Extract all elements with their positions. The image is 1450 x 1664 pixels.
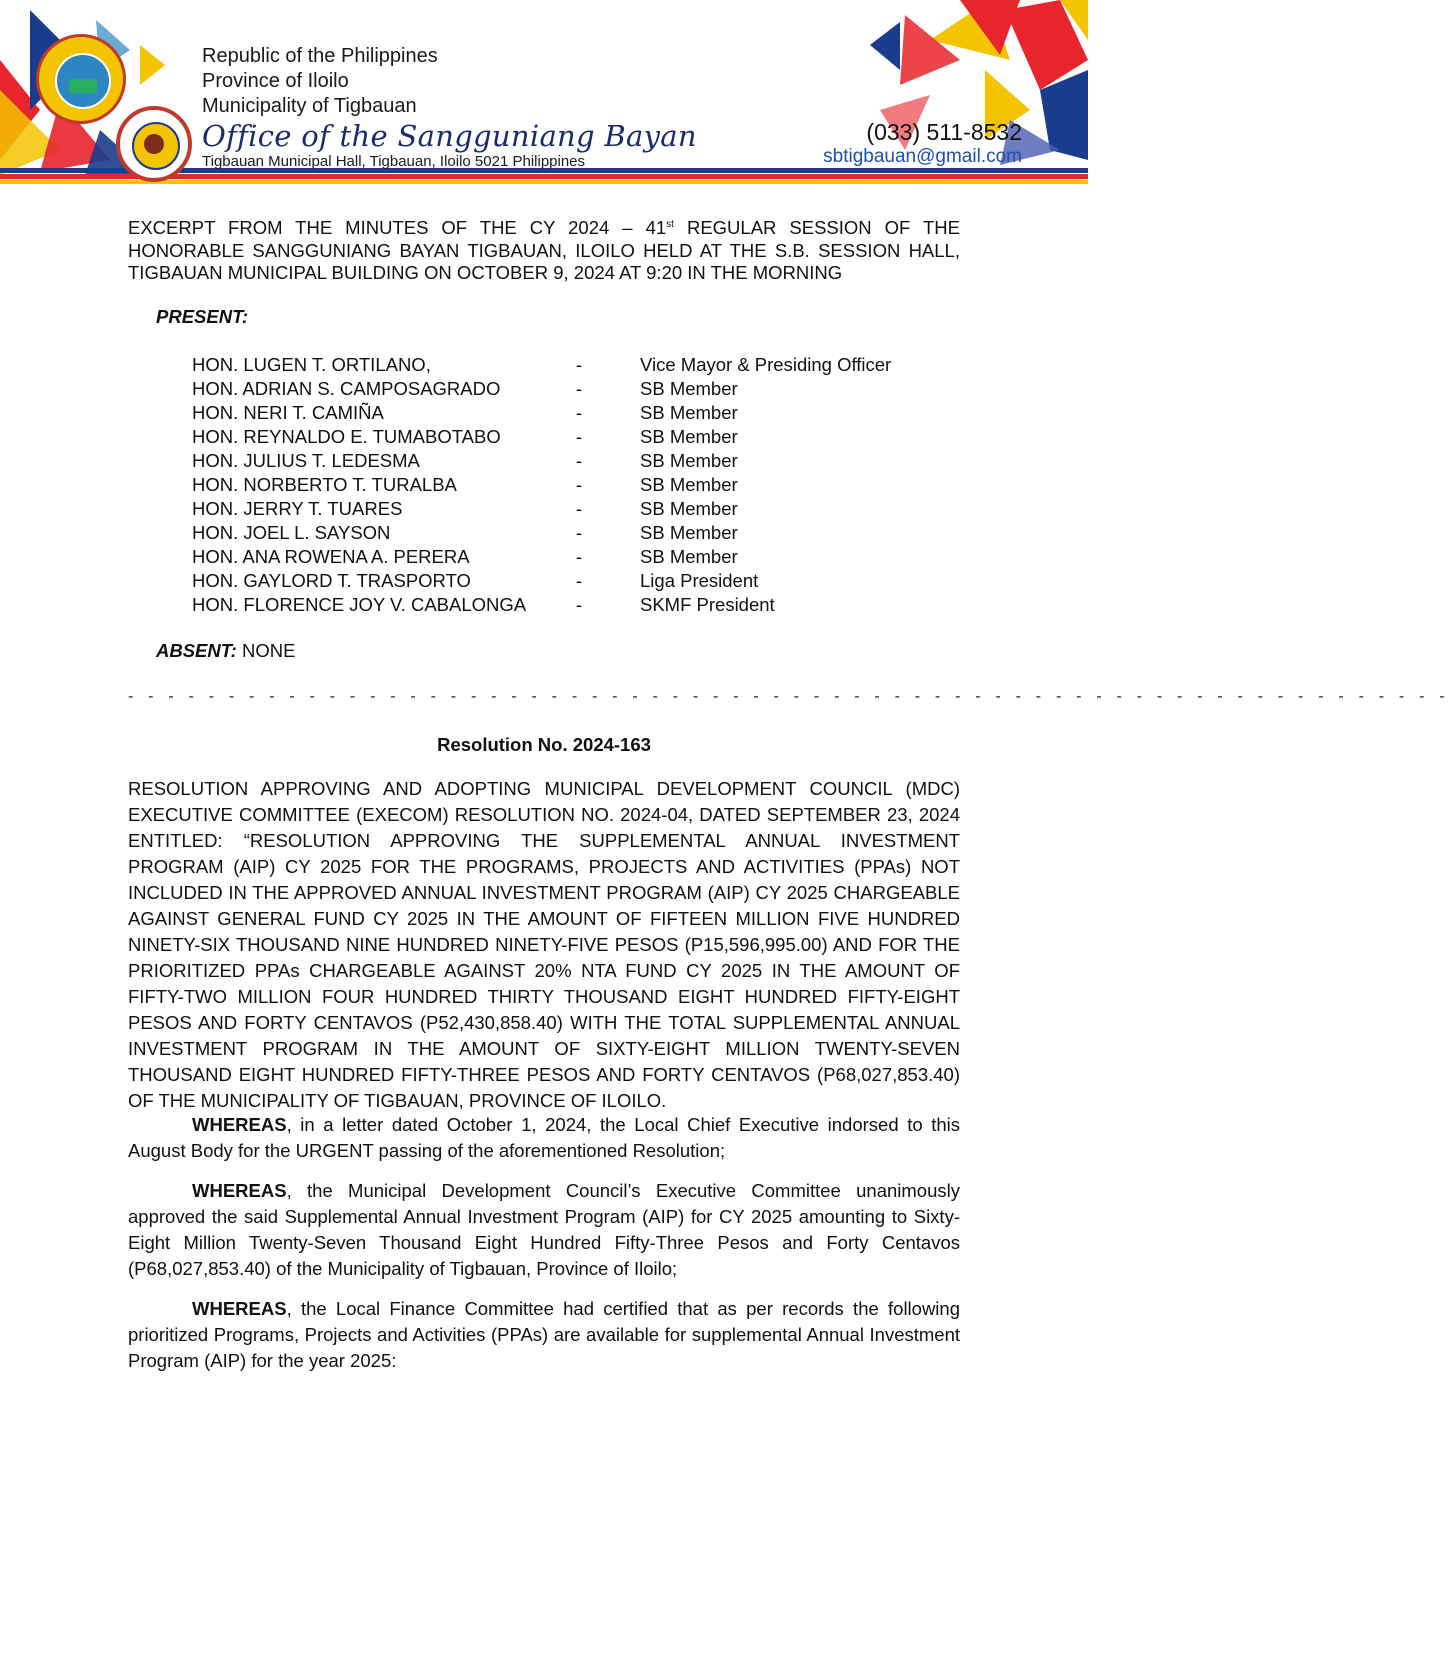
attendee-role: SB Member xyxy=(640,450,738,471)
separator-dash: - xyxy=(576,378,583,399)
office-address: Tigbauan Municipal Hall, Tigbauan, Iloilo 5021 Philippines xyxy=(202,153,586,170)
attendee-role: SB Member xyxy=(640,498,738,519)
province-line: Province of Iloilo xyxy=(202,70,349,92)
attendee-name: HON. NORBERTO T. TURALBA xyxy=(192,474,457,495)
absent-line xyxy=(156,640,295,662)
attendee-role: SB Member xyxy=(640,378,738,399)
email-address: sbtigbauan@gmail.com xyxy=(823,146,1022,167)
whereas-text: , in a letter dated October 1, 2024, the Local Chief Executive indorsed to this August Body for the URGENT passing of the aforementioned Resolution; xyxy=(128,1114,960,1161)
separator-dash: - xyxy=(576,450,583,471)
whereas-lead: WHEREAS xyxy=(192,1114,287,1135)
separator-dash: - xyxy=(576,426,583,447)
attendee-name: HON. ANA ROWENA A. PERERA xyxy=(192,546,470,567)
attendee-name: HON. JOEL L. SAYSON xyxy=(192,522,391,543)
resolution-number: Resolution No. 2024-163 xyxy=(437,734,651,755)
phone-number: (033) 511-8532 xyxy=(866,119,1022,145)
excerpt-heading xyxy=(128,214,960,285)
whereas-lead: WHEREAS xyxy=(192,1298,287,1319)
absent-label: ABSENT: xyxy=(156,640,237,661)
absent-value: NONE xyxy=(236,640,296,661)
attendee-role: SB Member xyxy=(640,546,738,567)
separator-dash: - xyxy=(576,498,583,519)
contact-info xyxy=(823,118,1022,168)
attendee-name: HON. JULIUS T. LEDESMA xyxy=(192,450,420,471)
office-name: Office of the Sangguniang Bayan xyxy=(202,119,697,153)
excerpt-part-1: EXCERPT FROM THE MINUTES OF THE CY 2024 – 41 xyxy=(128,217,667,239)
letterhead xyxy=(0,0,1088,190)
sangguniang-bayan-seal-icon xyxy=(116,106,192,182)
attendee-name: HON. ADRIAN S. CAMPOSAGRADO xyxy=(192,378,501,399)
excerpt-text xyxy=(128,214,960,285)
attendee-role: SB Member xyxy=(640,402,738,423)
ordinal-suffix: st xyxy=(666,219,674,230)
attendee-role: SKMF President xyxy=(640,594,775,615)
separator-dash: - xyxy=(576,594,583,615)
attendee-name: HON. JERRY T. TUARES xyxy=(192,498,403,519)
attendee-role: Liga President xyxy=(640,570,759,591)
separator-dash: - xyxy=(576,354,583,375)
whereas-clause-1 xyxy=(128,1112,960,1164)
present-label: PRESENT: xyxy=(156,306,249,327)
whereas-clause-2 xyxy=(128,1178,960,1282)
separator-dash: - xyxy=(576,522,583,543)
whereas-text: , the Municipal Development Council’s Executive Committee unanimously approved the said Supplemental Annual Investment Program (AIP) for CY 2025 amounting to Sixty-Eight Million Twenty-Seven Thousand Eight Hundred Fifty-Three Pesos and Forty Centavos (P68,027,853.40) of the Municipality of Tigbauan, Province of Iloilo; xyxy=(128,1180,960,1279)
attendee-role: SB Member xyxy=(640,522,738,543)
letterhead-text xyxy=(202,44,697,171)
attendee-name: HON. FLORENCE JOY V. CABALONGA xyxy=(192,594,527,615)
resolution-title: RESOLUTION APPROVING AND ADOPTING MUNICIPAL DEVELOPMENT COUNCIL (MDC) EXECUTIVE COMMITTEE (EXECOM) RESOLUTION NO. 2024-04, DATED SEPTEMBER 23, 2024 ENTITLED: “RESOLUTION APPROVING THE SUPPLEMENTAL ANNUAL INVESTMENT PROGRAM (AIP) CY 2025 FOR THE PROGRAMS, PROJECTS AND ACTIVITIES (PPAs) NOT INCLUDED IN THE APPROVED ANNUAL INVESTMENT PROGRAM (AIP) CY 2025 CHARGEABLE AGAINST GENERAL FUND CY 2025 IN THE AMOUNT OF FIFTEEN MILLION FIVE HUNDRED NINETY-SIX THOUSAND NINE HUNDRED NINETY-FIVE PESOS (P15,596,995.00) AND FOR THE PRIORITIZED PPAs CHARGEABLE AGAINST 20% NTA FUND CY 2025 IN THE AMOUNT OF FIFTY-TWO MILLION FOUR HUNDRED THIRTY THOUSAND EIGHT HUNDRED FIFTY-EIGHT PESOS AND FORTY CENTAVOS (P52,430,858.40) WITH THE TOTAL SUPPLEMENTAL ANNUAL INVESTMENT PROGRAM IN THE AMOUNT OF SIXTY-EIGHT MILLION TWENTY-SEVEN THOUSAND EIGHT HUNDRED FIFTY-THREE PESOS AND FORTY CENTAVOS (P68,027,853.40) OF THE MUNICIPALITY OF TIGBAUAN, PROVINCE OF ILOILO. xyxy=(128,778,960,1111)
whereas-lead: WHEREAS xyxy=(192,1180,287,1201)
attendee-name: HON. LUGEN T. ORTILANO, xyxy=(192,354,431,375)
attendee-role: SB Member xyxy=(640,426,738,447)
separator-dash: - xyxy=(576,570,583,591)
republic-line: Republic of the Philippines xyxy=(202,45,438,67)
separator-dash: - xyxy=(576,402,583,423)
excerpt-part-2: REGULAR SESSION OF THE HONORABLE SANGGUNIANG BAYAN TIGBAUAN, ILOILO HELD AT THE S.B. SESSION HALL, TIGBAUAN MUNICIPAL BUILDING ON OCTOBER 9, 2024 AT 9:20 IN THE MORNING xyxy=(128,217,960,284)
whereas-clause-3 xyxy=(128,1296,960,1374)
attendee-role: SB Member xyxy=(640,474,738,495)
whereas-text: , the Local Finance Committee had certified that as per records the following prioritized Programs, Projects and Activities (PPAs) are available for supplemental Annual Investment Program (AIP) for the year 2025: xyxy=(128,1298,960,1371)
municipality-line: Municipality of Tigbauan xyxy=(202,95,417,117)
attendee-name: HON. REYNALDO E. TUMABOTABO xyxy=(192,426,501,447)
attendee-role: Vice Mayor & Presiding Officer xyxy=(640,354,892,375)
attendee-name: HON. NERI T. CAMIÑA xyxy=(192,402,384,423)
attendee-name: HON. GAYLORD T. TRASPORTO xyxy=(192,570,471,591)
separator-dash: - xyxy=(576,474,583,495)
municipal-seal-icon xyxy=(36,34,126,124)
section-divider: - - - - - - - - - - - - - - - - - - - - - - - - - - - - - - - - - - - - - - - - - - - - - - - - - - - - - - - - - - - - - - - - - - xyxy=(128,688,1450,705)
separator-dash: - xyxy=(576,546,583,567)
